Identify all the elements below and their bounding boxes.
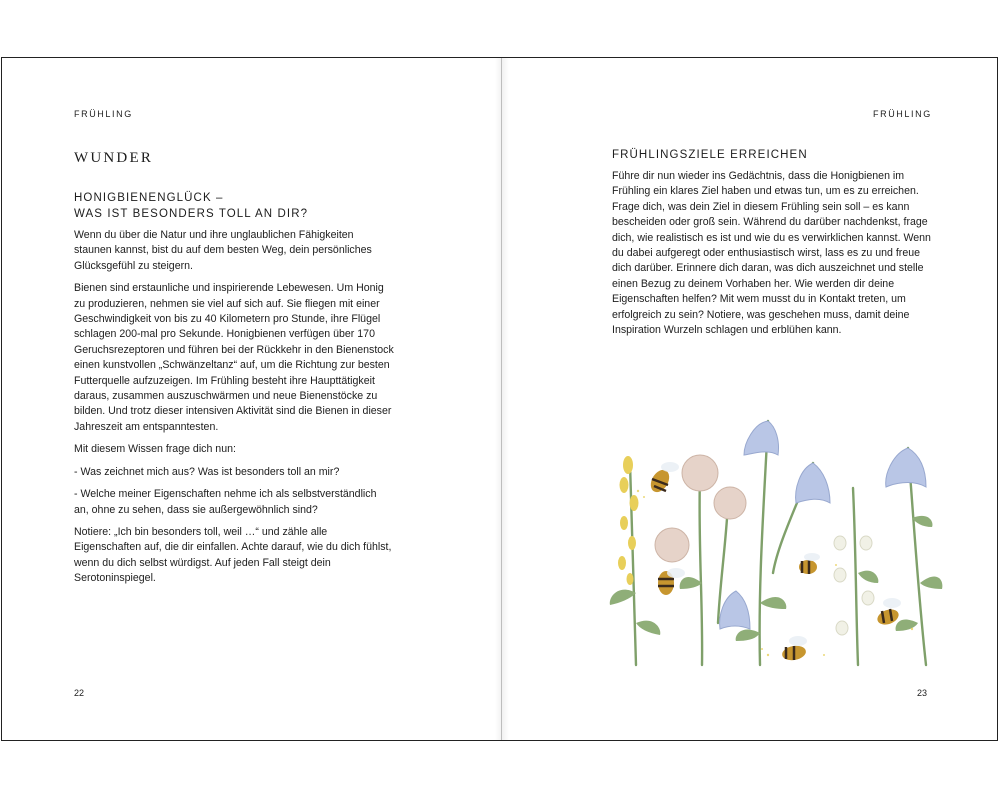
white-bud bbox=[834, 568, 846, 582]
leaf bbox=[896, 619, 918, 631]
bee-icon bbox=[799, 553, 820, 574]
leaf bbox=[680, 577, 702, 589]
leaf bbox=[760, 597, 786, 609]
pollen-dot bbox=[911, 628, 913, 630]
pollen-dot bbox=[637, 490, 639, 492]
clover-flower bbox=[655, 528, 689, 562]
white-bud bbox=[836, 621, 848, 635]
left-subhead-line2: WAS IST BESONDERS TOLL AN DIR? bbox=[74, 208, 309, 220]
gutter-shadow bbox=[495, 58, 509, 740]
bee-icon bbox=[875, 598, 901, 627]
right-paragraph: Führe dir nun wieder ins Gedächtnis, dass die Honigbienen im Frühling ein klares Ziel haben und etwas tun, um es zu erreichen. Frage dich, was dein Ziel in diesem Frühling sein soll – es kann bescheiden oder groß sein. Während du darüber nachdenkst, frage dich, wie realistisch es ist und wie du es verwirklichen kannst. Wenn du dabei aufgeregt oder enthusiastisch wirst, lass es zu und freue dich darüber. Erinnere dich daran, was dich auszeichnet und stelle einen Bezug zu deinem Vorhaben her. Wie werden dir deine Eigenschaften helfen? Mit wem musst du in Kontakt treten, um erfolgreich zu sein? Notiere, was geschehen muss, damit deine Inspiration Wurzeln schlagen und erblühen kann. bbox=[612, 170, 931, 337]
left-subhead-line1: HONIGBIENENGLÜCK – bbox=[74, 192, 224, 204]
leaf bbox=[736, 629, 760, 641]
pollen-dot bbox=[761, 648, 763, 650]
left-running-head: FRÜHLING bbox=[74, 109, 133, 119]
left-paragraph-4: - Was zeichnet mich aus? Was ist besonders toll an mir? bbox=[74, 465, 340, 478]
right-body-text bbox=[612, 169, 932, 345]
left-paragraph-5: - Welche meiner Eigenschaften nehme ich als selbstverständlich an, ohne zu sehen, dass sie außergewöhnlich sind? bbox=[74, 488, 377, 516]
leaf bbox=[610, 590, 636, 605]
stem bbox=[700, 475, 703, 665]
white-bud bbox=[860, 536, 872, 550]
stem bbox=[853, 488, 858, 665]
yellow-bud bbox=[620, 477, 629, 493]
bee-icon bbox=[781, 636, 807, 662]
pollen-dot bbox=[767, 654, 769, 656]
left-paragraph-2: Bienen sind erstaunliche und inspirierende Lebewesen. Um Honig zu produzieren, nehmen sie viel auf sich auf. Sie fliegen mit einer Geschwindigkeit von bis zu 40 Kilometern pro Stunde, ihre Flügel schlagen 200-mal pro Sekunde. Honigbienen verfügen über 170 Geruchsrezeptoren und führen bei der Rückkehr in den Bienenstock einen kunstvollen „Schwänzeltanz“ auf, um die Richtung zur besten Futterquelle aufzuzeigen. Im Frühling besteht ihre Haupttätigkeit daraus, zusammen auszuschwärmen und neue Bienenstöcke zu bilden. Und trotz dieser intensiven Aktivität sind die Bienen in dieser Jahreszeit am entspanntesten. bbox=[74, 282, 394, 433]
yellow-bud bbox=[627, 573, 634, 585]
clover-flower bbox=[714, 487, 746, 519]
yellow-bud bbox=[628, 536, 636, 550]
yellow-bud bbox=[623, 456, 633, 474]
leaf bbox=[920, 577, 942, 589]
bellflower bbox=[796, 463, 830, 503]
page-gutter bbox=[501, 58, 502, 740]
left-body-text bbox=[74, 228, 394, 594]
leaf bbox=[636, 621, 660, 635]
clover-flower bbox=[682, 455, 718, 491]
left-subhead bbox=[74, 190, 308, 222]
stem bbox=[760, 421, 768, 665]
bellflower bbox=[744, 421, 779, 455]
book-spread bbox=[1, 57, 998, 741]
yellow-bud bbox=[618, 556, 626, 570]
left-paragraph-1: Wenn du über die Natur und ihre unglaublichen Fähigkeiten staunen kannst, bist du auf dem besten Weg, dein persönliches Glücksgefühl zu steigern. bbox=[74, 229, 372, 272]
yellow-bud bbox=[620, 516, 628, 530]
pollen-dot bbox=[835, 564, 837, 566]
bee-icon bbox=[647, 462, 679, 495]
left-paragraph-6: Notiere: „Ich bin besonders toll, weil …“ und zähle alle Eigenschaften auf, die dir einfallen. Achte darauf, wie du dich fühlst, wenn du dich selbst würdigst. Auf jeden Fall steigt dein Serotoninspiegel. bbox=[74, 525, 392, 585]
pollen-dot bbox=[823, 654, 825, 656]
left-page-number: 22 bbox=[74, 688, 85, 698]
white-bud bbox=[862, 591, 874, 605]
leaf bbox=[912, 516, 932, 527]
right-running-head: FRÜHLING bbox=[873, 109, 932, 119]
flowers-and-bees-illustration bbox=[608, 393, 948, 673]
stem bbox=[630, 463, 636, 665]
yellow-bud bbox=[630, 495, 639, 511]
chapter-title: WUNDER bbox=[74, 150, 154, 166]
bellflower bbox=[720, 591, 750, 629]
right-subhead: FRÜHLINGSZIELE ERREICHEN bbox=[612, 149, 808, 161]
left-paragraph-3: Mit diesem Wissen frage dich nun: bbox=[74, 443, 236, 456]
white-bud bbox=[834, 536, 846, 550]
right-page-number: 23 bbox=[917, 688, 928, 698]
leaf bbox=[858, 571, 878, 583]
bellflower bbox=[886, 448, 926, 487]
pollen-dot bbox=[643, 496, 645, 498]
